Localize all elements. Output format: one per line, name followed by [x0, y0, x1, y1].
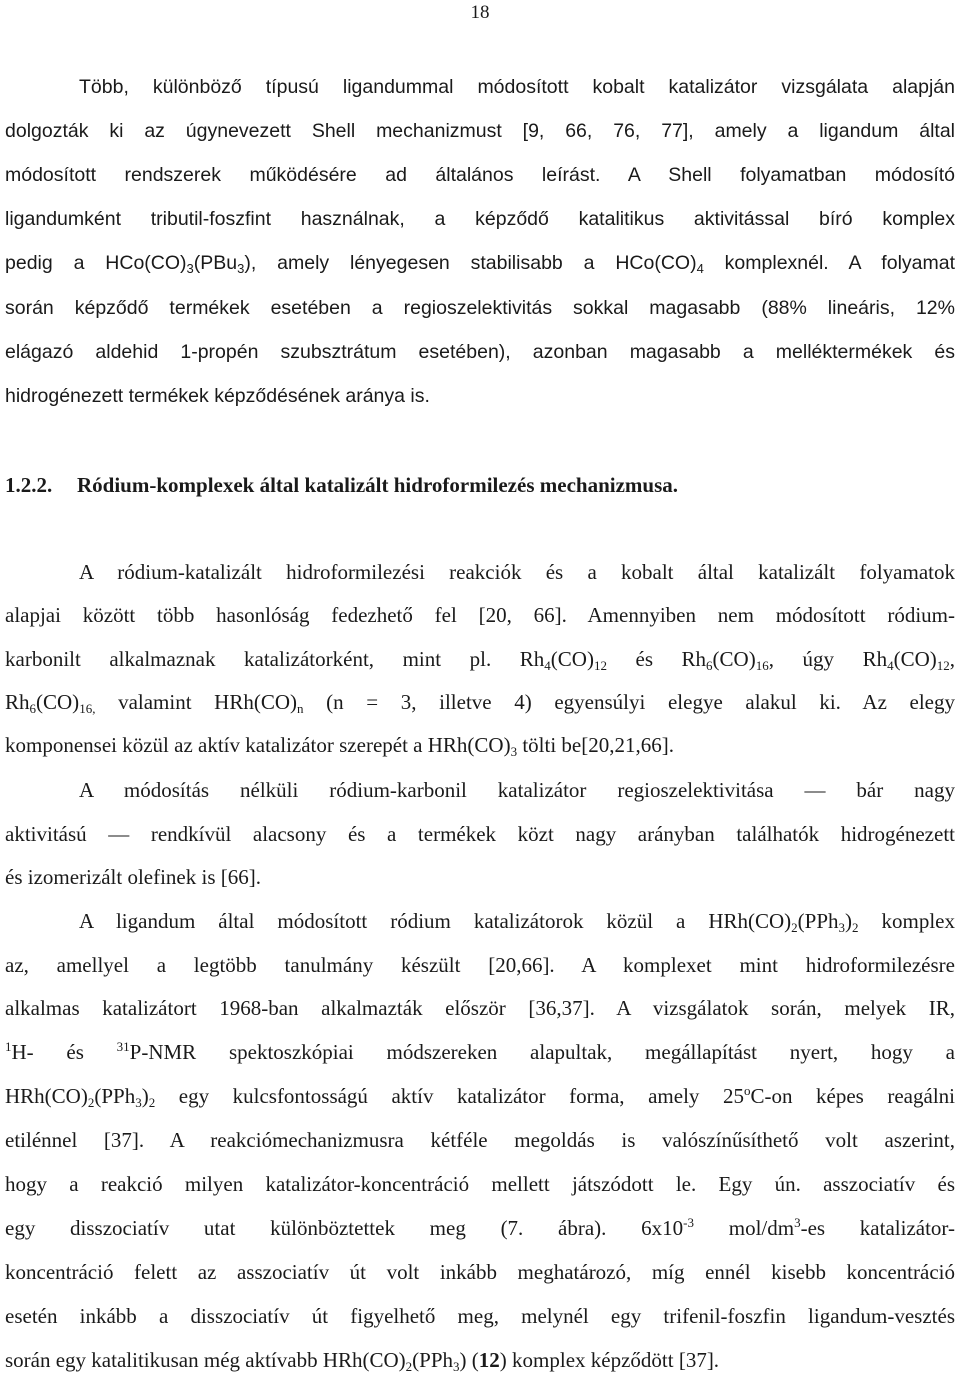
- paragraph-2-line-5: komponensei közül az aktív katalizátor szerepét a $HRh(CO)_3$ tölti be[20,21,66].: [5, 733, 674, 759]
- paragraph-4-line-4: $^1$H- és $^{31}$P-NMR spektoszkópiai módszereken alapultak, megállapítást nyert, hogy a: [5, 1039, 955, 1064]
- paragraph-4-line-11: során egy katalitikusan még aktívabb $HRh(CO)_2(PPh_3)$ (12) komplex képződött [37].: [5, 1348, 720, 1374]
- paragraph-2-line-1: A ródium-katalizált hidroformilezési reakciók és a kobalt által katalizált folyamatok: [79, 560, 955, 584]
- section-number: 1.2.2.: [5, 473, 53, 497]
- paragraph-4-line-3: alkalmas katalizátort 1968-ban alkalmazták először [36,37]. A vizsgálatok során, melyek IR,: [5, 996, 955, 1020]
- paragraph-1-line-7: elágazó aldehid 1-propén szubsztrátum esetében), azonban magasabb a melléktermékek és: [5, 341, 955, 363]
- paragraph-4-line-7: hogy a reakció milyen katalizátor-koncentráció mellett játszódott le. Egy ún. asszociatív és: [5, 1172, 955, 1196]
- paragraph-4-line-2: az, amellyel a legtöbb tanulmány készült [20,66]. A komplexet mint hidroformilezésre: [5, 953, 955, 977]
- paragraph-1-line-8: hidrogénezett termékek képződésének aránya is.: [5, 385, 430, 407]
- paragraph-1-line-5: pedig a $HCo(CO)_3(PBu_3)$, amely lényegesen stabilisabb a $HCo(CO)_4$ komplexnél. A folyamat: [5, 252, 955, 276]
- paragraph-2-line-3: karbonilt alkalmaznak katalizátorként, mint pl. $Rh_4(CO)_{12}$ és $Rh_6(CO)_{16}$, úgy $Rh_4(CO)_{12}$,: [5, 647, 955, 673]
- paragraph-3-line-2: aktivitású — rendkívül alacsony és a termékek közt nagy arányban találhatók hidrogénezett: [5, 822, 955, 846]
- paragraph-3-line-3: és izomerizált olefinek is [66].: [5, 865, 261, 889]
- paragraph-4-line-8: egy disszociatív utat különböztettek meg (7. ábra). $6x10^{-3}$ mol/$dm^3-es$ katalizátor-: [5, 1215, 955, 1240]
- paragraph-1-line-3: módosított rendszerek működésére ad általános leírást. A Shell folyamatban módosító: [5, 164, 955, 186]
- page-number: 18: [470, 2, 490, 23]
- paragraph-3-line-1: A módosítás nélküli ródium-karbonil katalizátor regioszelektivitása — bár nagy: [79, 778, 955, 802]
- paragraph-1-line-2: dolgozták ki az úgynevezett Shell mechanizmust [9, 66, 76, 77], amely a ligandum által: [5, 120, 955, 142]
- paragraph-1-line-6: során képződő termékek esetében a regioszelektivitás sokkal magasabb (88% lineáris, 12%: [5, 297, 955, 319]
- paragraph-4-line-6: etilénnel [37]. A reakciómechanizmusra kétféle megoldás is valószínűsíthető volt aszerint,: [5, 1128, 955, 1152]
- paragraph-4-line-5: $HRh(CO)_2(PPh_3)_2$ egy kulcsfontosságú aktív katalizátor forma, amely 25$^o$C-on képes reagálni: [5, 1083, 955, 1110]
- paragraph-2-line-4: $Rh_6(CO)_{16,}$ valamint $HRh(CO)_n$ (n = 3, illetve 4) egyensúlyi elegye alakul ki. Az elegy: [5, 690, 955, 716]
- paragraph-1-line-1: Több, különböző típusú ligandummal módosított kobalt katalizátor vizsgálata alapján: [79, 76, 955, 98]
- section-heading: [5, 471, 955, 499]
- section-title: Ródium-komplexek által katalizált hidroformilezés mechanizmusa.: [77, 473, 678, 497]
- paragraph-1-line-4: ligandumként tributil-foszfint használnak, a képződő katalitikus aktivitással bíró komplex: [5, 208, 955, 230]
- paragraph-4-line-1: A ligandum által módosított ródium katalizátorok közül a $HRh(CO)_2(PPh_3)_2$ komplex: [79, 909, 955, 935]
- paragraph-4-line-10: esetén inkább a disszociatív út figyelhető meg, melynél egy trifenil-foszfin ligandum-vesztés: [5, 1304, 955, 1328]
- paragraph-2-line-2: alapjai között több hasonlóság fedezhető fel [20, 66]. Amennyiben nem módosított ródium-: [5, 603, 955, 627]
- paragraph-4-line-9: koncentráció felett az asszociatív út volt inkább meghatározó, míg ennél kisebb koncentráció: [5, 1260, 955, 1284]
